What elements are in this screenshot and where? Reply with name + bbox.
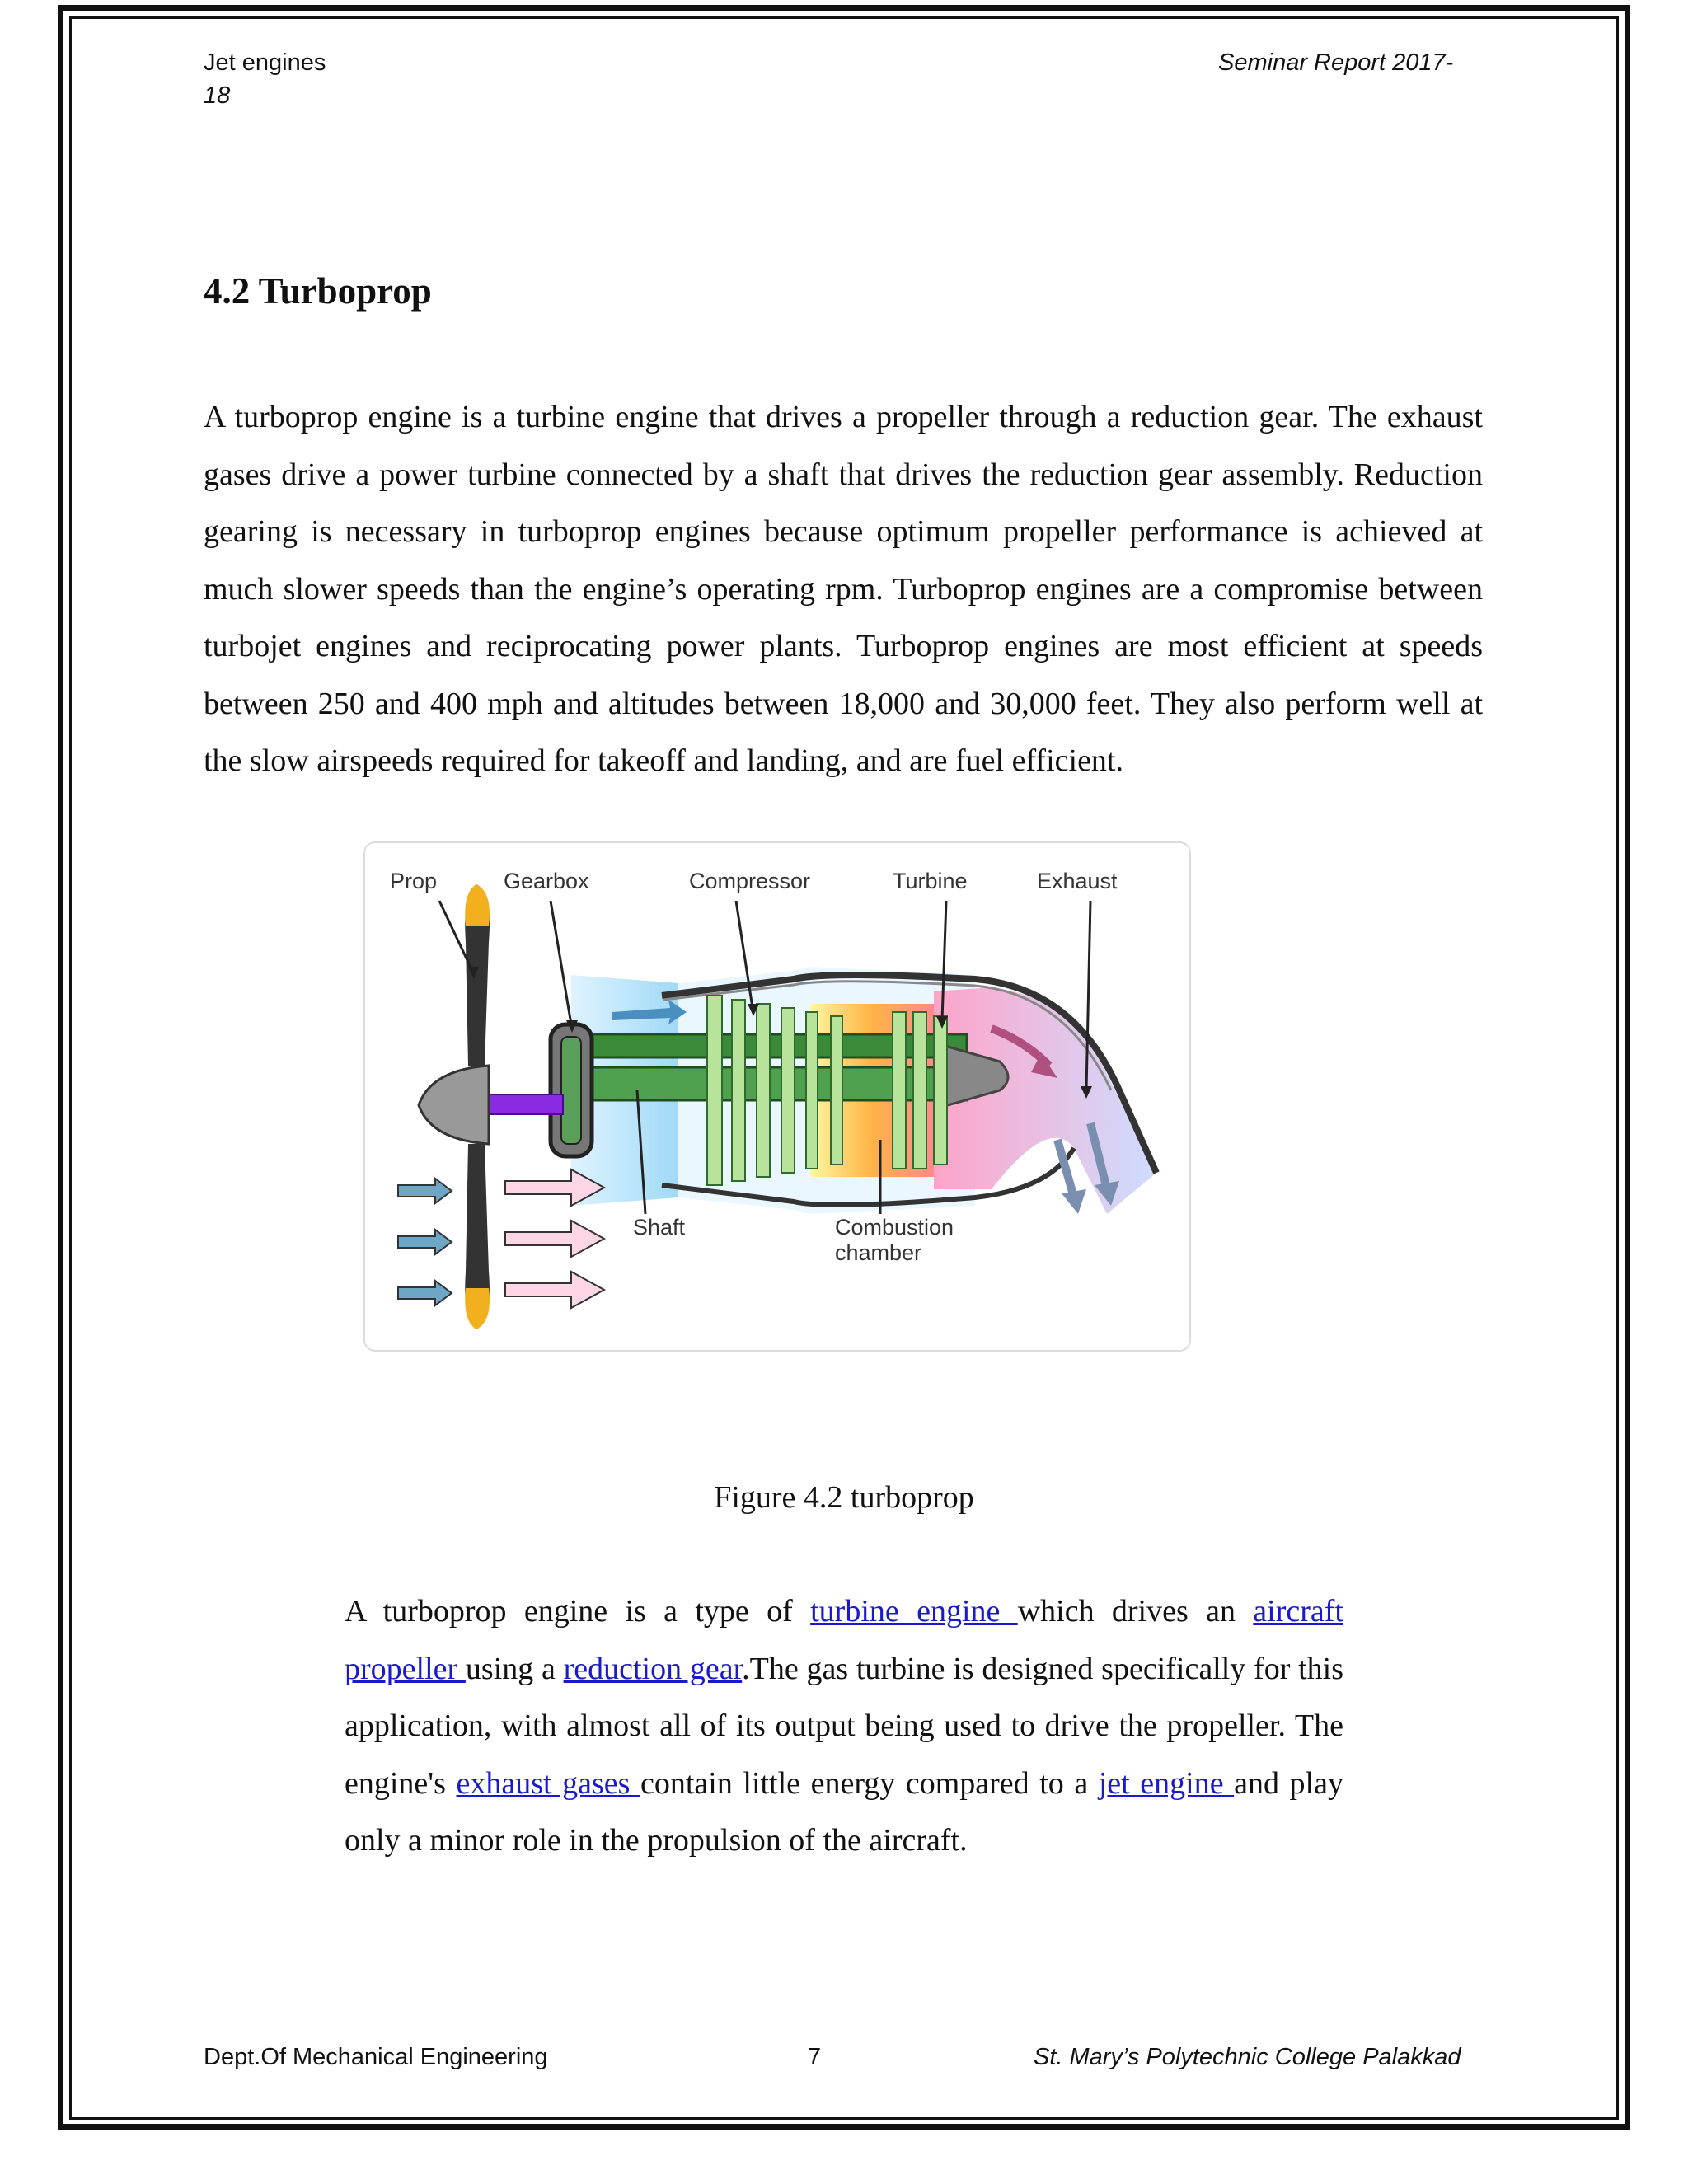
p2-text-6: and play only a minor role in the propulsion of the aircraft. — [345, 1765, 1343, 1858]
label-chamber: chamber — [835, 1240, 922, 1265]
spinner — [419, 1066, 489, 1144]
turboprop-diagram — [363, 841, 1191, 1352]
link-reduction-gear[interactable]: reduction gear — [563, 1651, 743, 1686]
turbine-blades — [893, 1012, 947, 1169]
footer-left: Dept.Of Mechanical Engineering — [204, 2044, 548, 2070]
air-arrows-large — [505, 1169, 604, 1308]
label-prop: Prop — [390, 869, 438, 893]
air-arrows-small — [398, 1179, 452, 1305]
link-aircraft-propeller[interactable]: aircraft propeller — [345, 1594, 1343, 1686]
p2-text-2: which drives an — [1017, 1594, 1254, 1629]
label-gearbox: Gearbox — [504, 869, 589, 893]
prop-shaft — [481, 1094, 563, 1114]
link-exhaust-gases[interactable]: exhaust gases — [456, 1765, 640, 1801]
header-right: Seminar Report 2017- — [1218, 49, 1454, 76]
p2-text-3: using a — [465, 1651, 564, 1686]
shaft — [588, 1034, 967, 1057]
label-compressor: Compressor — [689, 869, 811, 893]
section-heading: 4.2 Turboprop — [204, 270, 432, 312]
header-right-continued: 18 — [204, 82, 231, 109]
footer-right: St. Mary’s Polytechnic College Palakkad — [1034, 2044, 1461, 2070]
link-turbine-engine[interactable]: turbine engine — [810, 1594, 1018, 1629]
label-turbine: Turbine — [893, 869, 968, 893]
p2-text-5: contain little energy compared to a — [640, 1765, 1099, 1801]
link-jet-engine[interactable]: jet engine — [1098, 1765, 1235, 1801]
label-combustion: Combustion — [835, 1215, 954, 1240]
paragraph-2 — [345, 1583, 1343, 1870]
label-exhaust: Exhaust — [1037, 869, 1118, 893]
figure-caption: Figure 4.2 turboprop — [714, 1480, 974, 1515]
header-left: Jet engines — [204, 49, 326, 76]
p2-text-4: .The gas turbine is designed specifically for this application, with almost all of its output being used to drive the propeller. The engine's — [345, 1651, 1343, 1801]
p2-text-1: A turboprop engine is a type of — [345, 1594, 811, 1629]
paragraph-1: A turboprop engine is a turbine engine that drives a propeller through a reduction gear. The exhaust gases drive a power turbine connected by a shaft that drives the reduction gear assembly. Reduction gearing is necessary in turboprop engines because optimum propeller performance is achieved at much slower speeds than the engine’s operating rpm. Turboprop engines are a compromise between turbojet engines and reciprocating power plants. Turboprop engines are most efficient at speeds between 250 and 400 mph and altitudes between 18,000 and 30,000 feet. They also perform well at the slow airspeeds required for takeoff and landing, and are fuel efficient. — [204, 400, 1483, 778]
footer-page-number: 7 — [808, 2044, 822, 2070]
label-shaft: Shaft — [633, 1215, 686, 1240]
